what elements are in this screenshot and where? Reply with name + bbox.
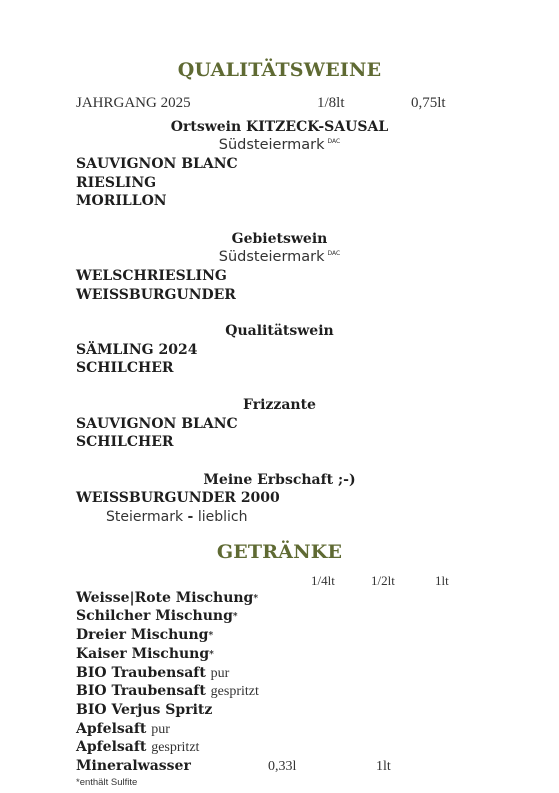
wine-item: SCHILCHER xyxy=(76,434,174,450)
drinks-title: GETRÄNKE xyxy=(216,541,343,563)
drink-item xyxy=(76,702,212,718)
section-title-ortswein: Ortswein KITZECK-SAUSAL xyxy=(170,119,389,135)
sulfite-marker: * xyxy=(232,612,238,622)
drink-item xyxy=(76,665,229,682)
wine-item: WEISSBURGUNDER xyxy=(76,287,236,303)
drink-name: Apfelsaft xyxy=(76,739,147,755)
drink-name: Apfelsaft xyxy=(76,721,147,737)
drink-name: BIO Traubensaft xyxy=(76,683,206,699)
drink-suffix: gespritzt xyxy=(151,740,200,755)
drink-item xyxy=(76,590,258,606)
col-half-header: 1/2lt xyxy=(371,573,395,588)
section-region xyxy=(0,137,559,153)
wine-item: WEISSBURGUNDER 2000 xyxy=(76,490,280,506)
drink-item xyxy=(76,758,191,774)
section-title-qualitaetswein: Qualitätswein xyxy=(225,323,334,339)
region-tag: DAC xyxy=(327,138,341,145)
wine-item: SÄMLING 2024 xyxy=(76,342,198,358)
section-title-frizzante: Frizzante xyxy=(243,397,316,413)
sulfite-marker: * xyxy=(208,631,214,641)
drink-item xyxy=(76,646,214,662)
wine-note xyxy=(106,509,247,525)
wine-item: SAUVIGNON BLANC xyxy=(76,156,238,172)
col-liter-header: 1lt xyxy=(435,573,449,588)
drink-size-small: 0,33l xyxy=(268,759,297,774)
drink-name: BIO Traubensaft xyxy=(76,665,206,681)
wine-item: SCHILCHER xyxy=(76,360,174,376)
section-title-erbschaft: Meine Erbschaft ;-) xyxy=(203,472,356,488)
col-quarter-header: 1/4lt xyxy=(311,573,335,588)
drink-item xyxy=(76,608,238,624)
sulfite-marker: * xyxy=(209,650,214,660)
region-name: Südsteiermark xyxy=(218,249,325,265)
region-name: Südsteiermark xyxy=(218,137,325,153)
drink-item xyxy=(76,627,213,643)
drink-name: Schilcher Mischung xyxy=(76,608,233,624)
wine-item: MORILLON xyxy=(76,193,167,209)
drink-suffix: pur xyxy=(151,722,170,737)
drink-name: BIO Verjus Spritz xyxy=(76,702,213,718)
region-tag: DAC xyxy=(327,250,341,257)
drink-item xyxy=(76,683,259,700)
note-style: lieblich xyxy=(197,509,248,525)
drink-name: Mineralwasser xyxy=(76,758,191,774)
wine-item: RIESLING xyxy=(76,175,157,191)
vintage-label: JAHRGANG 2025 xyxy=(76,95,191,111)
drink-item xyxy=(76,739,199,756)
drink-suffix: gespritzt xyxy=(210,684,259,699)
section-title-gebietswein: Gebietswein xyxy=(231,231,328,247)
col-glass-header: 1/8lt xyxy=(317,95,345,111)
drink-suffix: pur xyxy=(210,666,230,681)
sulfite-marker: * xyxy=(253,594,259,604)
section-region xyxy=(0,249,559,265)
drink-item xyxy=(76,721,170,738)
col-bottle-header: 0,75lt xyxy=(411,95,446,111)
drink-name: Kaiser Mischung xyxy=(76,646,210,662)
wine-item: SAUVIGNON BLANC xyxy=(76,416,238,432)
sulfite-footnote: *enthält Sulfite xyxy=(76,777,138,788)
note-region: Steiermark xyxy=(106,509,184,525)
wine-item: WELSCHRIESLING xyxy=(76,268,227,284)
drink-name: Weisse|Rote Mischung xyxy=(76,590,254,606)
drink-name: Dreier Mischung xyxy=(76,627,209,643)
drink-size-large: 1lt xyxy=(376,759,391,774)
note-separator: - xyxy=(187,509,194,525)
wines-title: QUALITÄTSWEINE xyxy=(177,59,382,81)
